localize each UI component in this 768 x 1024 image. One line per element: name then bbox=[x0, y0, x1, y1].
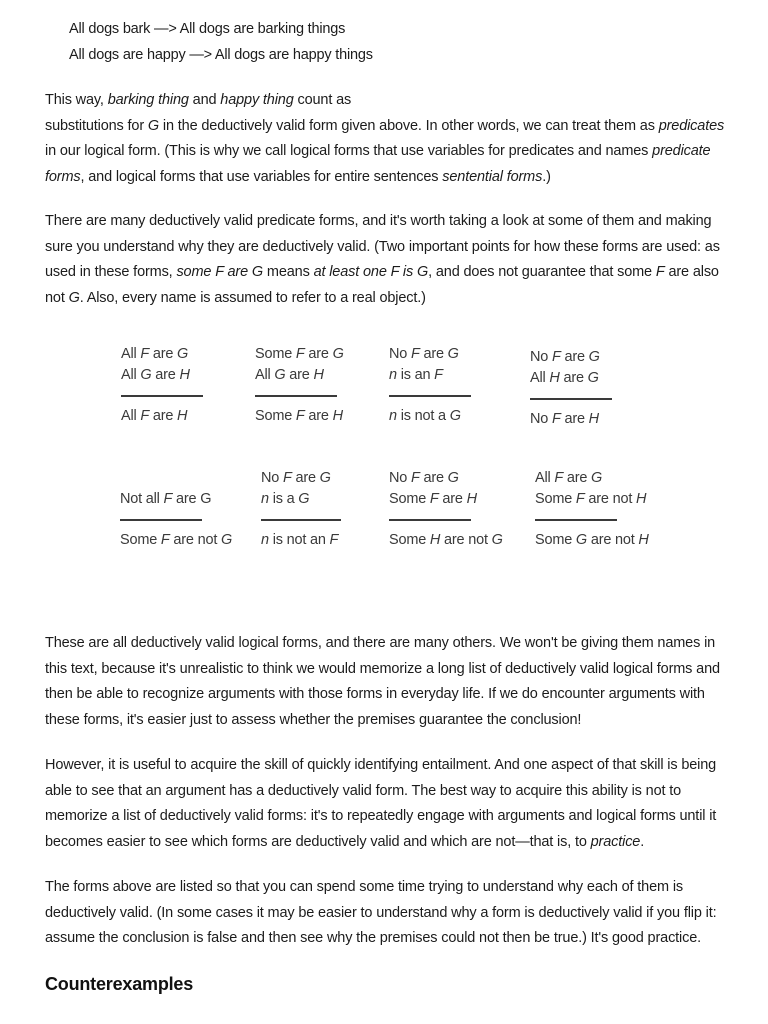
text-run: The forms above are listed so that you can spend some time trying to understand why each of them is deductively valid. (In some cases it may be easier to understand why a form is deductively valid if you flip it: assume the conclusion is false and then see why the premises could not then be true.) It's good practice. bbox=[45, 879, 717, 946]
logical-form bbox=[389, 468, 503, 551]
form-premise: No F are G bbox=[389, 470, 459, 486]
logical-form bbox=[530, 347, 612, 430]
text-run: , and does not guarantee that some bbox=[428, 264, 656, 280]
text-run: . Also, every name is assumed to refer to a real object.) bbox=[79, 289, 426, 306]
italic-term: predicate forms bbox=[45, 143, 711, 185]
form-conclusion: Some G are not H bbox=[535, 532, 649, 548]
text-run: in our logical form. (This is why we call logical forms that use variables for predicates and names bbox=[45, 143, 653, 159]
text-run: are also not bbox=[45, 264, 719, 306]
text-run: .) bbox=[542, 168, 551, 185]
form-conclusion: No F are H bbox=[530, 411, 599, 427]
italic-term: happy thing bbox=[220, 92, 294, 108]
text-run: in the deductively valid form given above. In other words, we can treat them as bbox=[159, 117, 659, 134]
text-run: , and logical forms that use variables for entire sentences bbox=[80, 168, 443, 185]
italic-term: at least one F is G bbox=[313, 264, 429, 280]
logical-form bbox=[535, 468, 649, 551]
text-run: These are all deductively valid logical forms, and there are many others. We won't be giving them names in this text, because it's unrealistic to think we would memorize a long list of deductively valid logical forms and then be able to recognize arguments with those forms in everyday life. If we do encounter arguments with these forms, it's easier just to assess whether the premises guarantee the conclusion! bbox=[45, 635, 720, 728]
paragraph-practice bbox=[45, 875, 725, 952]
form-conclusion: Some H are not G bbox=[389, 532, 503, 548]
italic-term: predicates bbox=[658, 117, 725, 134]
form-conclusion: All F are H bbox=[121, 408, 188, 424]
section-heading-counterexamples: Counterexamples bbox=[45, 973, 194, 994]
paragraph-entailment-skill bbox=[45, 753, 725, 855]
inference-bar bbox=[255, 395, 337, 397]
logical-form bbox=[261, 468, 341, 551]
logical-form bbox=[389, 344, 471, 427]
form-premise: All F are G bbox=[535, 470, 603, 486]
form-conclusion: Some F are H bbox=[255, 408, 343, 424]
paragraph-predicates bbox=[45, 88, 725, 190]
text-run: This way, bbox=[45, 92, 108, 108]
logical-form bbox=[255, 344, 344, 427]
form-premise: n is a G bbox=[261, 491, 310, 507]
form-premise: No F are G bbox=[389, 346, 459, 362]
document-page bbox=[45, 0, 725, 995]
italic-term: some F are G bbox=[176, 264, 264, 280]
inference-bar bbox=[261, 519, 341, 521]
form-premise: n is an F bbox=[389, 367, 443, 383]
italic-term: G bbox=[147, 117, 160, 134]
logical-form bbox=[121, 344, 203, 427]
form-premise: All F are G bbox=[121, 346, 189, 362]
inference-bar bbox=[535, 519, 617, 521]
form-conclusion: n is not a G bbox=[389, 408, 461, 424]
logical-form bbox=[120, 489, 233, 551]
paragraph-many-forms bbox=[45, 631, 725, 733]
text-run: means bbox=[263, 264, 314, 280]
italic-term: F bbox=[655, 264, 665, 280]
text-run: count as bbox=[293, 92, 352, 108]
form-premise: Some F are H bbox=[389, 491, 477, 507]
form-premise: No F are G bbox=[261, 470, 331, 486]
text-run: . bbox=[640, 833, 645, 850]
text-run: However, it is useful to acquire the skill of quickly identifying entailment. And one aspect of that skill is being able to see that an argument has a deductively valid form. The best way to acquire this ability is not to memorize a list of deductively valid forms: it's to repeatedly engage with arguments and logical forms until it becomes easier to see which forms are deductively valid and which are not—that is, to bbox=[45, 757, 717, 850]
logical-forms-figure bbox=[45, 341, 725, 631]
inference-bar bbox=[121, 395, 203, 397]
text-run: substitutions for bbox=[45, 117, 148, 134]
text-run: and bbox=[188, 92, 221, 108]
example-list bbox=[45, 0, 725, 68]
form-conclusion: n is not an F bbox=[261, 532, 339, 548]
form-premise: Not all F are G bbox=[120, 491, 212, 507]
form-premise: All H are G bbox=[530, 370, 599, 386]
italic-term: G bbox=[68, 289, 80, 306]
example-line: All dogs bark —> All dogs are barking things bbox=[69, 21, 346, 37]
form-premise: No F are G bbox=[530, 349, 600, 365]
text-run: There are many deductively valid predicate forms, and it's worth taking a look at some of them and making sure you understand why they are deductively valid. (Two important points for how these forms are used: as used in these forms, bbox=[45, 213, 720, 280]
form-premise: Some F are not H bbox=[535, 491, 647, 507]
paragraph-valid-predicate-forms bbox=[45, 209, 725, 311]
italic-term: sentential forms bbox=[442, 168, 543, 185]
italic-term: barking thing bbox=[107, 92, 189, 108]
italic-term: practice bbox=[590, 833, 641, 850]
inference-bar bbox=[120, 519, 202, 521]
form-premise: Some F are G bbox=[255, 346, 344, 362]
inference-bar bbox=[530, 398, 612, 400]
example-line: All dogs are happy —> All dogs are happy things bbox=[69, 47, 373, 63]
form-conclusion: Some F are not G bbox=[120, 532, 233, 548]
inference-bar bbox=[389, 519, 471, 521]
form-premise: All G are H bbox=[121, 367, 190, 383]
inference-bar bbox=[389, 395, 471, 397]
form-premise: All G are H bbox=[255, 367, 324, 383]
